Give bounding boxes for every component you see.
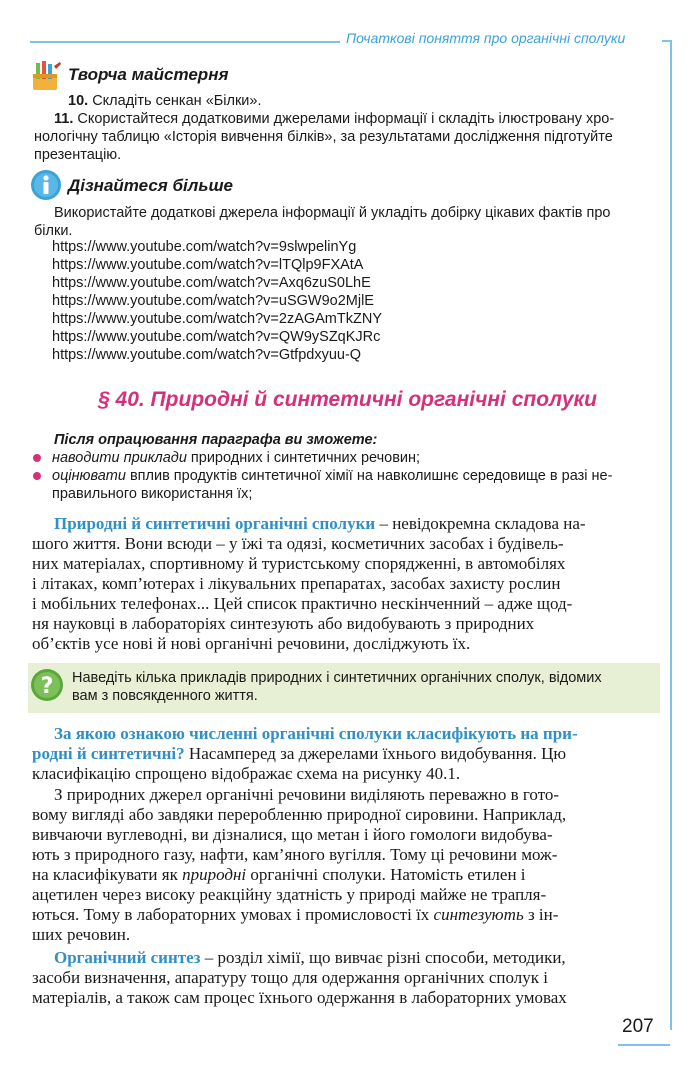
task-10-text: Складіть сенкан «Білки».: [92, 93, 262, 109]
question-icon: [30, 668, 64, 702]
goal-1-verb: наводити приклади: [52, 450, 187, 466]
video-link[interactable]: https://www.youtube.com/watch?v=lTQlp9FXAtA: [52, 257, 364, 273]
p1-line: і літаках, комп’ютерах і лікувальних препаратах, засобах захисту рослин: [32, 574, 561, 593]
learn-more-line: білки.: [34, 223, 73, 239]
p2-line: [32, 744, 566, 765]
p3-line: вому вигляді або завдяки переробленню природної сировини. Наприклад,: [32, 805, 567, 824]
learn-more-title: Дізнайтеся більше: [68, 176, 234, 195]
term-organic-synthesis: Органічний синтез: [54, 948, 201, 967]
p3-line: [32, 865, 526, 886]
running-title: Початкові поняття про органічні сполуки: [346, 30, 626, 46]
learn-more-line: Використайте додаткові джерела інформації й укладіть добірку цікавих фактів про: [54, 205, 611, 221]
page-number: 207: [622, 1016, 654, 1037]
goal-1: [52, 449, 420, 467]
video-link[interactable]: https://www.youtube.com/watch?v=2zAGAmTkZNY: [52, 311, 382, 327]
page-number-rule: [618, 1044, 670, 1046]
video-link[interactable]: https://www.youtube.com/watch?v=Axq6zuS0LhE: [52, 275, 371, 291]
p1-line: шого життя. Вони всюди – у їжі та одязі, косметичних засобах і будівель-: [32, 534, 564, 553]
task-11-line: Скористайтеся додатковими джерелами інформації і складіть ілюстровану хро-: [77, 111, 615, 127]
p1-line: ня науковці в лабораторіях синтезують або видобувають з природних: [32, 614, 535, 633]
p1-text: – невідокремна складова на-: [375, 514, 586, 533]
p4-line: засоби визначення, апаратуру тощо для одержання органічних сполук і: [32, 968, 548, 987]
p4-line: [54, 948, 566, 969]
p4-line: матеріалів, а також сам процес їхнього одержання в лабораторних умовах: [32, 988, 567, 1007]
p2-question: За якою ознакою численні органічні сполуки класифікують на при-: [54, 724, 578, 743]
p3-text: органічні сполуки. Натомість етилен і: [246, 865, 526, 884]
margin-rule: [670, 40, 672, 1030]
art-supplies-icon: [31, 60, 63, 92]
video-link[interactable]: https://www.youtube.com/watch?v=uSGW9o2MjlE: [52, 293, 374, 309]
task-11: [54, 110, 614, 128]
p3-line: ють з природного газу, нафти, кам’яного вугілля. Тому ці речовини мож-: [32, 845, 558, 864]
p3-line: [32, 905, 558, 926]
p2-line: класифікацію спрощено відображає схема на рисунку 40.1.: [32, 764, 461, 783]
creative-title: Творча майстерня: [68, 65, 229, 84]
video-link[interactable]: https://www.youtube.com/watch?v=9slwpelinYg: [52, 239, 357, 255]
p1-line: [54, 514, 586, 535]
p3-text: ються. Тому в лабораторних умовах і промисловості їх: [32, 905, 434, 924]
p4-text: – розділ хімії, що вивчає різні способи, методики,: [200, 948, 566, 967]
svg-text:?: ?: [40, 674, 54, 699]
goal-2: [52, 467, 612, 485]
p3-text: на класифікувати як: [32, 865, 183, 884]
p2-question-end: родні й синтетичні?: [32, 744, 185, 763]
question-line: вам з повсякденного життя.: [72, 688, 258, 704]
header-rule-left: [30, 41, 340, 43]
video-link[interactable]: https://www.youtube.com/watch?v=Gtfpdxyuu-Q: [52, 347, 362, 363]
task-11-number: 11.: [54, 111, 74, 127]
p1-line: об’єктів усе нові й нові органічні речовини, досліджують їх.: [32, 634, 471, 653]
p1-line: них матеріалах, спортивному й туристському спорядженні, в автомобілях: [32, 554, 566, 573]
p2-text: Насамперед за джерелами їхнього видобування. Цю: [184, 744, 567, 763]
bullet: [33, 454, 41, 462]
goal-2-text: вплив продуктів синтетичної хімії на навколишнє середовище в разі не-: [125, 468, 613, 484]
p3-line: ших речовин.: [32, 925, 131, 944]
p3-italic: природні: [182, 865, 247, 884]
term-natural-synthetic: Природні й синтетичні органічні сполуки: [54, 514, 376, 533]
goal-2-verb: оцінювати: [52, 468, 126, 484]
bullet: [33, 472, 41, 480]
video-link[interactable]: https://www.youtube.com/watch?v=QW9ySZqKJRc: [52, 329, 381, 345]
p3-line: З природних джерел органічні речовини виділяють переважно в гото-: [54, 785, 560, 804]
p1-line: і мобільних телефонах... Цей список практично нескінченний – адже щод-: [32, 594, 573, 613]
task-11-line: нологічну таблицю «Історія вивчення білків», за результатами дослідження підготуйте: [34, 129, 613, 145]
task-11-line: презентацію.: [34, 147, 122, 163]
question-line: Наведіть кілька прикладів природних і синтетичних органічних сполук, відомих: [72, 670, 602, 686]
info-icon: [30, 169, 62, 201]
p3-text: з ін-: [523, 905, 559, 924]
task-10-number: 10.: [68, 93, 89, 109]
goal-2-continued: правильного використання їх;: [52, 486, 253, 502]
goal-1-text: природних і синтетичних речовин;: [186, 450, 421, 466]
task-10: [68, 92, 262, 110]
paragraph-title: § 40. Природні й синтетичні органічні сполуки: [98, 388, 597, 411]
p3-line: ацетилен через високу реакційну здатність у природі майже не трапля-: [32, 885, 547, 904]
p3-italic: синтезують: [433, 905, 524, 924]
p3-line: вивчаючи вуглеводні, ви дізналися, що метан і його гомологи видобува-: [32, 825, 553, 844]
goals-intro: Після опрацювання параграфа ви зможете:: [54, 432, 378, 448]
